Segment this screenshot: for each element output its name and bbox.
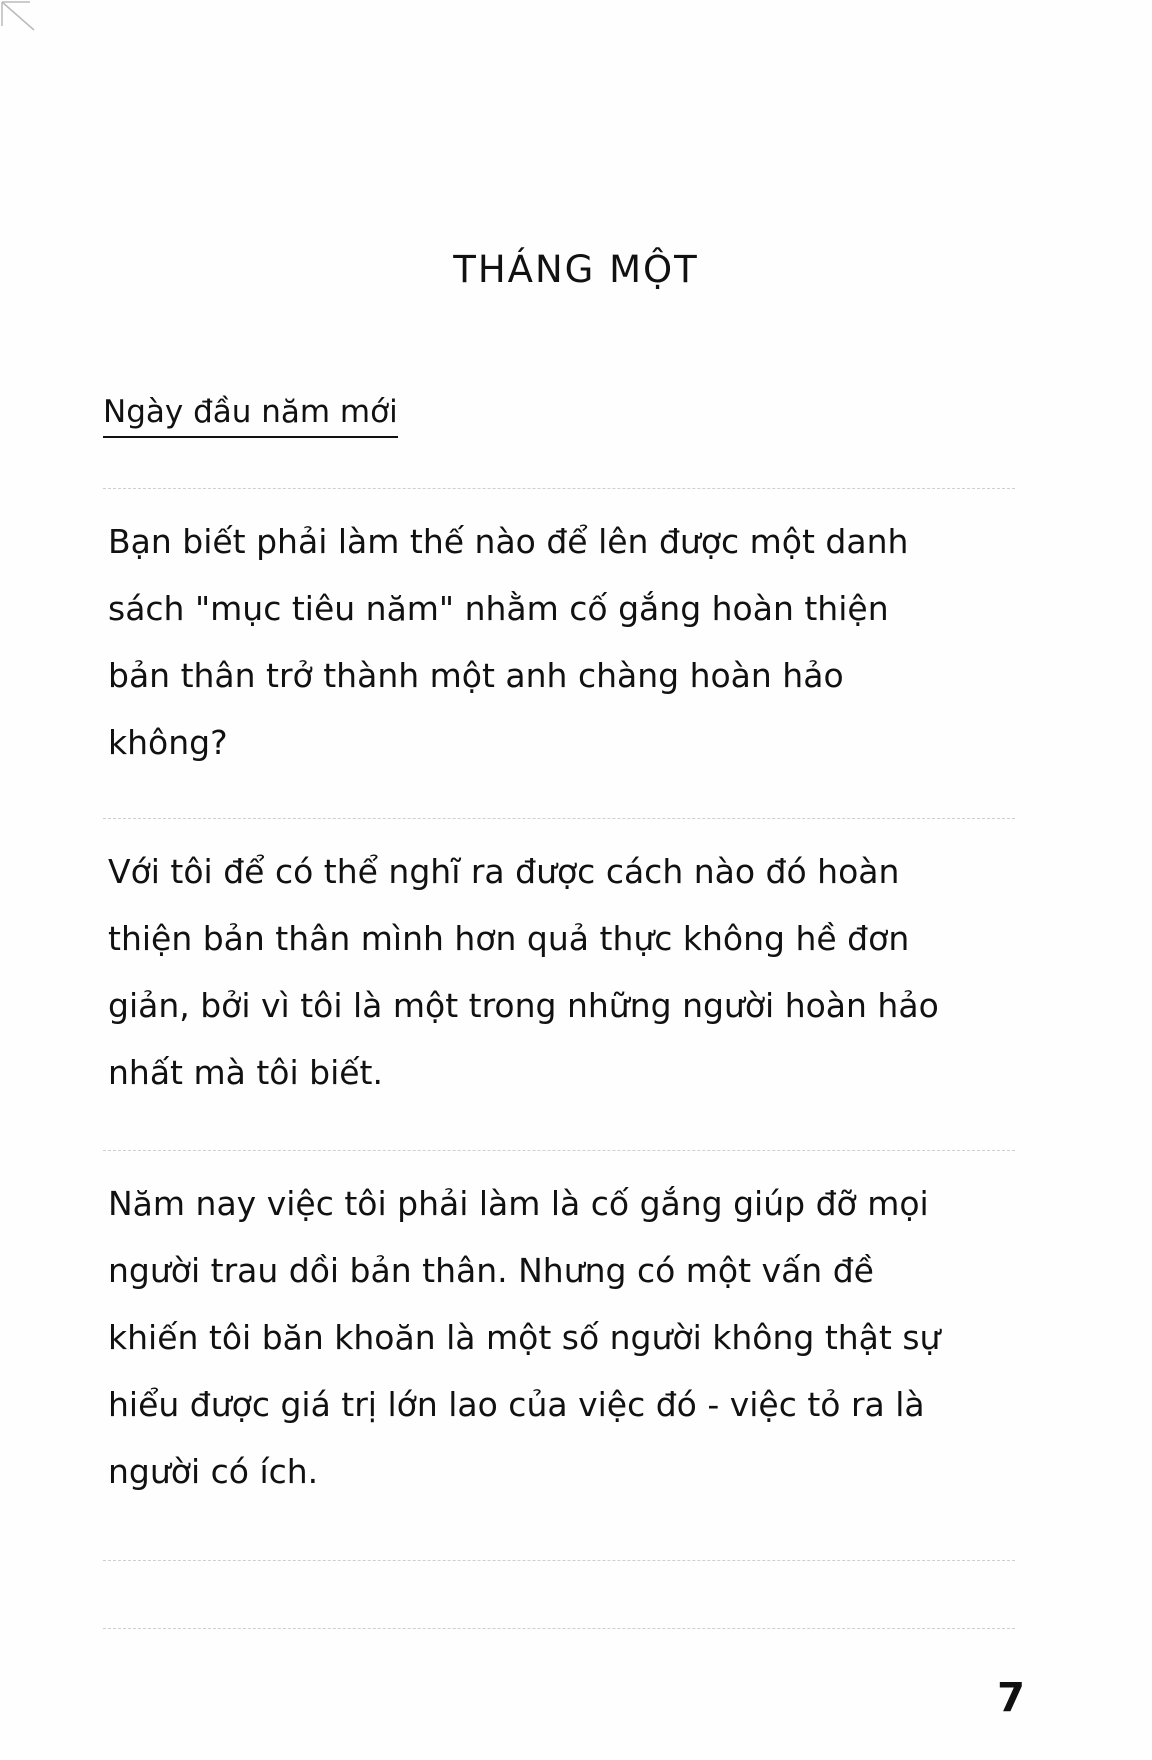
ruled-line <box>103 1150 1015 1151</box>
ruled-line <box>103 1560 1015 1561</box>
paragraph-line: Bạn biết phải làm thế nào để lên được một danh <box>108 522 909 561</box>
paragraph-line: khiến tôi băn khoăn là một số người không thật sự <box>108 1318 941 1357</box>
paragraph-line: người trau dồi bản thân. Nhưng có một vấn đề <box>108 1251 874 1290</box>
paragraph-1 <box>108 508 1028 776</box>
paragraph-line: người có ích. <box>108 1452 319 1491</box>
paragraph-line: bản thân trở thành một anh chàng hoàn hảo <box>108 656 844 695</box>
paragraph-line: Với tôi để có thể nghĩ ra được cách nào đó hoàn <box>108 852 900 891</box>
ruled-line <box>103 488 1015 489</box>
paragraph-line: giản, bởi vì tôi là một trong những người hoàn hảo <box>108 986 939 1025</box>
paragraph-line: không? <box>108 723 228 762</box>
ruled-line <box>103 818 1015 819</box>
ruled-line <box>103 1628 1015 1629</box>
chapter-title: THÁNG MỘT <box>453 248 699 291</box>
paragraph-line: sách "mục tiêu năm" nhằm cố gắng hoàn thiện <box>108 589 889 628</box>
paragraph-line: hiểu được giá trị lớn lao của việc đó - việc tỏ ra là <box>108 1385 925 1424</box>
paragraph-line: nhất mà tôi biết. <box>108 1053 383 1092</box>
paragraph-line: thiện bản thân mình hơn quả thực không hề đơn <box>108 919 910 958</box>
paragraph-line: Năm nay việc tôi phải làm là cố gắng giúp đỡ mọi <box>108 1184 929 1223</box>
paragraph-3 <box>108 1170 1028 1505</box>
section-title: Ngày đầu năm mới <box>103 394 398 438</box>
page-corner-mark <box>0 0 40 40</box>
page-number: 7 <box>997 1675 1025 1721</box>
paragraph-2 <box>108 838 1028 1106</box>
